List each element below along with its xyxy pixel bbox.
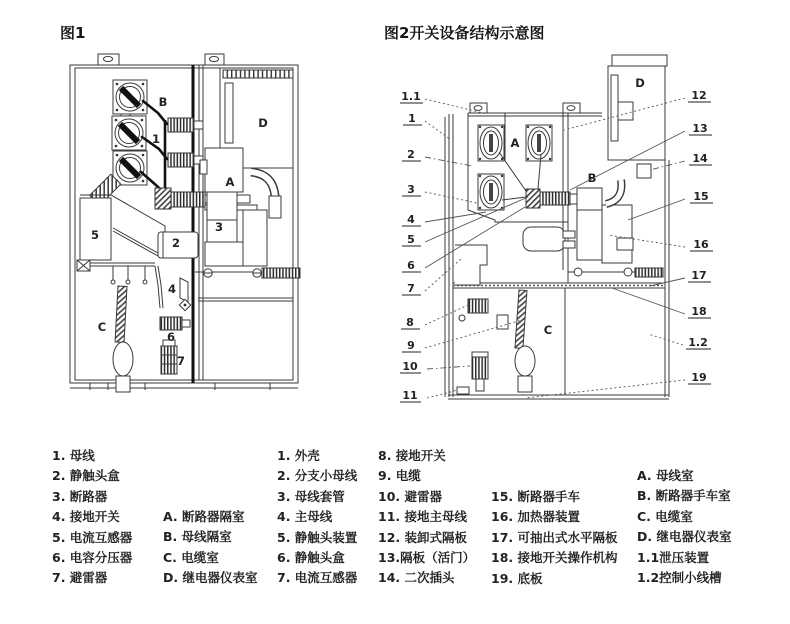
fig2-left-callouts [400, 90, 423, 402]
figure1-drawing [55, 50, 320, 408]
callout-1.1: 1.1 [401, 90, 421, 103]
legend-item: 14. 二次插头 [378, 570, 455, 586]
legend-item: 7. 避雷器 [52, 570, 108, 586]
figure2-drawing [395, 50, 725, 415]
legend-item: 1.2控制小线槽 [637, 570, 722, 586]
callout-19: 19 [691, 371, 707, 384]
legend-fig1-parts [52, 446, 132, 589]
callout-2: 2 [407, 148, 415, 161]
fig1-label-B: B [158, 95, 168, 109]
callout-12: 12 [691, 89, 707, 102]
fig1-label-D: D [258, 116, 268, 130]
legend-fig2-col3 [491, 487, 618, 589]
fig1-label-6: 6 [166, 330, 176, 344]
legend-item: 16. 加热器装置 [491, 509, 580, 525]
legend-item: 13.隔板（活门） [378, 550, 476, 566]
legend-item: 11. 接地主母线 [378, 509, 467, 525]
legend-item: 1.1泄压装置 [637, 549, 710, 565]
callout-13: 13 [692, 122, 708, 135]
figure1-title: 图1 [60, 24, 86, 42]
legend-item: B. 母线隔室 [163, 529, 232, 545]
legend-item: A. 断路器隔室 [163, 509, 245, 524]
legend-item: C. 电缆室 [637, 508, 693, 524]
legend-item: 2. 分支小母线 [277, 468, 358, 484]
figure2-title: 图2开关设备结构示意图 [384, 24, 545, 42]
legend-item: 9. 电缆 [378, 468, 421, 484]
legend-item: 4. 主母线 [277, 509, 333, 525]
callout-1: 1 [408, 112, 416, 125]
fig2-truck-rail [568, 268, 663, 277]
legend-item: A. 母线室 [637, 468, 694, 483]
callout-16: 16 [693, 238, 709, 251]
fig2-right-callouts [686, 89, 713, 384]
legend-item: 8. 接地开关 [378, 448, 446, 463]
legend-item: 5. 静触头装置 [277, 529, 358, 545]
callout-10: 10 [402, 360, 418, 373]
legend-item: 10. 避雷器 [378, 488, 442, 504]
legend-item: 1. 外壳 [277, 448, 320, 463]
fig1-arrester [161, 340, 177, 374]
legend-item: 2. 静触头盒 [52, 468, 120, 484]
legend-item: 17. 可抽出式水平隔板 [491, 529, 618, 545]
legend-item: 3. 断路器 [52, 488, 108, 504]
callout-11: 11 [402, 389, 418, 402]
legend-item: D. 继电器仪表室 [163, 570, 258, 586]
legend-item: D. 继电器仪表室 [637, 529, 732, 545]
fig1-partition [193, 65, 203, 383]
callout-17: 17 [691, 269, 707, 282]
callout-7: 7 [407, 282, 415, 295]
fig2-label-C: C [543, 323, 553, 337]
fig1-label-7: 7 [176, 354, 186, 368]
fig2-cable-room [455, 245, 565, 395]
fig2-label-A: A [510, 136, 520, 150]
legend-item: 3. 母线套管 [277, 488, 345, 504]
fig1-lower-right-rails [195, 268, 300, 301]
legend-item: 12. 装卸式隔板 [378, 529, 467, 545]
callout-4: 4 [407, 213, 415, 226]
legend-item: 1. 母线 [52, 448, 95, 463]
callout-6: 6 [407, 259, 415, 272]
callout-3: 3 [407, 183, 415, 196]
fig1-busbar-insulators [90, 80, 147, 205]
fig1-wall-box [77, 260, 90, 271]
legend-item: 19. 底板 [491, 570, 543, 586]
legend-fig2-col1 [277, 446, 357, 589]
fig2-label-D: D [635, 76, 645, 90]
fig1-label-A: A [225, 175, 235, 189]
fig1-capacitor-divider [160, 317, 190, 330]
legend-item: 6. 静触头盒 [277, 550, 345, 566]
legend-item: 15. 断路器手车 [491, 489, 580, 504]
legend-item: 4. 接地开关 [52, 509, 120, 525]
callout-18: 18 [691, 305, 707, 318]
legend-item: 5. 电流互感器 [52, 529, 133, 545]
fig1-lifting-lugs [98, 54, 224, 65]
legend-fig2-col4 [637, 466, 731, 588]
fig2-label-B: B [587, 171, 597, 185]
fig2-instrument-box [608, 55, 667, 160]
fig1-earth-switch-parts [179, 278, 190, 311]
legend-fig2-col2 [378, 446, 475, 589]
fig1-label-3: 3 [214, 220, 224, 234]
callout-5: 5 [407, 233, 415, 246]
legend-item: B. 断路器手车室 [637, 488, 731, 504]
fig2-horizontal-partition [453, 283, 665, 288]
fig1-cable [113, 286, 133, 392]
legend-item: 6. 电容分压器 [52, 550, 133, 566]
fig1-label-5: 5 [90, 228, 100, 242]
fig1-branch-bushings [165, 118, 203, 193]
legend-item: C. 电缆室 [163, 549, 219, 565]
fig1-label-C: C [97, 320, 107, 334]
legend-item: 18. 接地开关操作机构 [491, 550, 618, 566]
callout-8: 8 [406, 316, 414, 329]
callout-1.2: 1.2 [688, 336, 708, 349]
callout-14: 14 [692, 152, 708, 165]
callout-9: 9 [407, 339, 415, 352]
fig1-label-1: 1 [151, 132, 161, 146]
legend-item: 7. 电流互感器 [277, 570, 358, 586]
fig1-label-2: 2 [171, 236, 181, 250]
callout-15: 15 [693, 190, 709, 203]
fig1-label-4: 4 [167, 282, 177, 296]
legend-fig1-compartments [163, 507, 257, 589]
fig2-duct-and-plug [606, 164, 651, 204]
